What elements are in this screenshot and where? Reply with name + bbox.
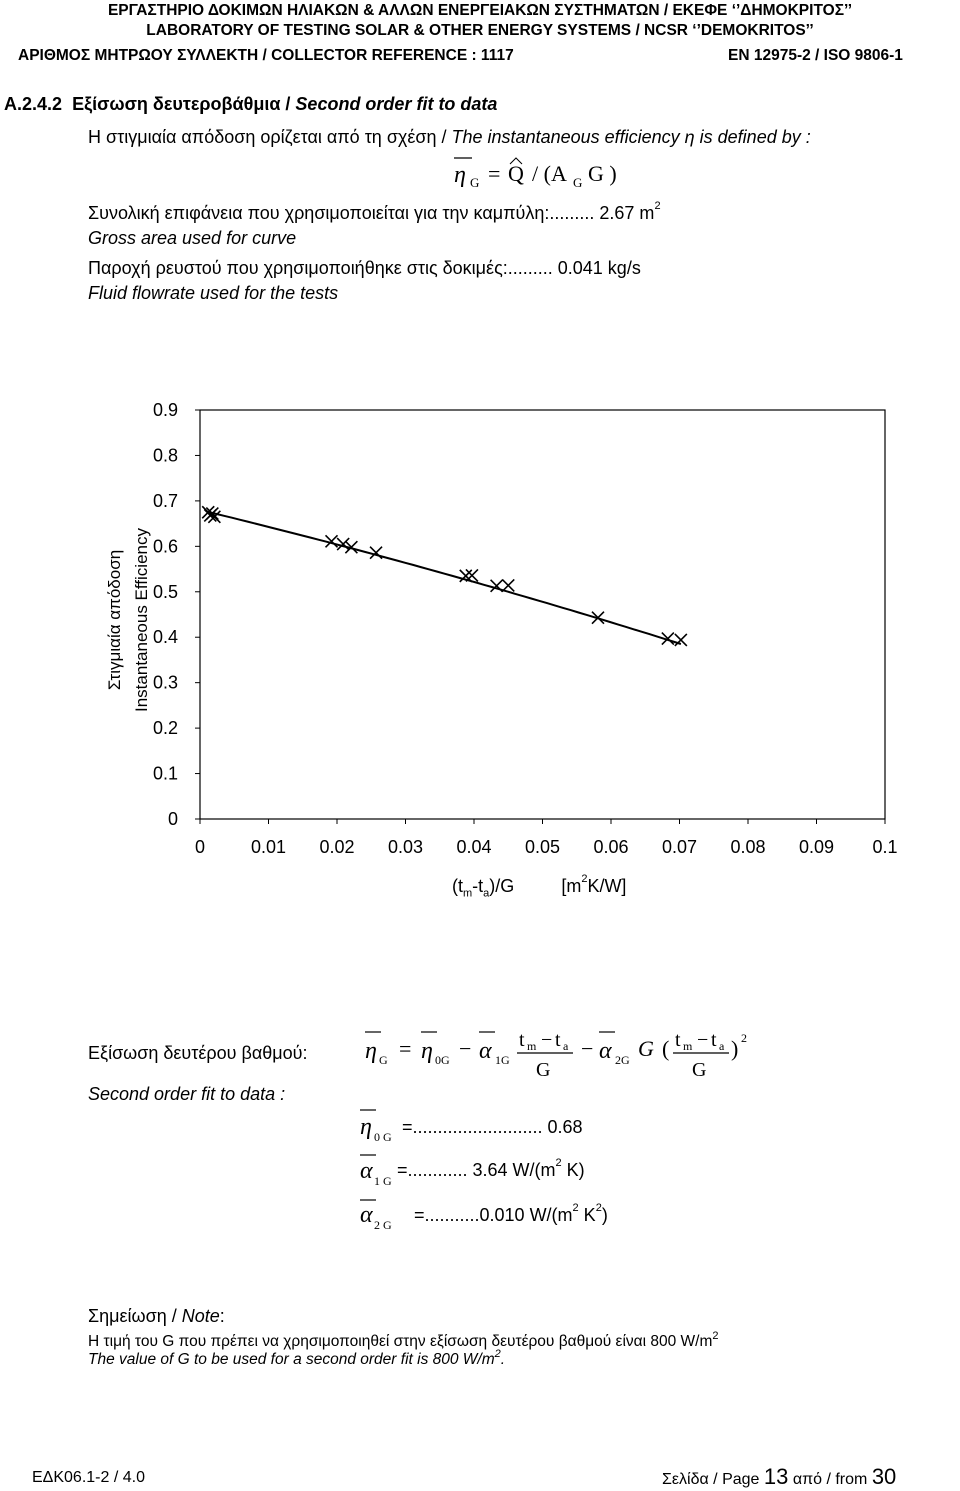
svg-text:−: −: [581, 1036, 594, 1061]
note-text-greek-line: [88, 1330, 719, 1351]
plot-frame: [200, 410, 885, 819]
svg-text:a: a: [719, 1039, 725, 1053]
x-tick-label: 0.01: [250, 837, 287, 857]
svg-text:G: G: [379, 1053, 388, 1067]
y-tick-label: 0.2: [152, 718, 178, 739]
svg-text:η: η: [360, 1114, 372, 1140]
definition-line: [88, 127, 811, 148]
x-tick-label: 0.03: [387, 837, 424, 857]
definition-text-english: The instantaneous efficiency η is defined by :: [451, 127, 811, 147]
x-label-unit-end: K/W]: [587, 876, 627, 896]
svg-text:2G: 2G: [615, 1053, 630, 1067]
svg-text:/ (A: / (A: [532, 161, 567, 186]
page-prefix: Σελίδα / Page: [662, 1471, 760, 1488]
definition-text-greek: Η στιγμιαία απόδοση ορίζεται από τη σχέση /: [88, 127, 452, 147]
header-line-2: LABORATORY OF TESTING SOLAR & OTHER ENERGY SYSTEMS / NCSR ‘’DEMOKRITOS’’: [146, 22, 814, 39]
efficiency-formula: [440, 150, 640, 194]
x-tick-label: 0.05: [524, 837, 561, 857]
x-tick-label: 0.04: [456, 837, 492, 857]
page-mid: από / from: [792, 1471, 868, 1488]
note-label-english: Note: [181, 1306, 220, 1326]
svg-text:G: G: [573, 175, 583, 190]
section-heading: [4, 94, 497, 115]
y-tick-label: 0.9: [152, 400, 178, 420]
y-tick-label: 0.4: [152, 627, 178, 648]
y-tick-label: 0.1: [152, 763, 178, 784]
flowrate-line: [88, 258, 641, 279]
svg-text:t: t: [675, 1029, 681, 1051]
data-point: [491, 580, 503, 592]
x-axis-label: [452, 873, 627, 900]
efficiency-chart: [150, 395, 900, 865]
y-tick-label: 0.7: [152, 490, 178, 511]
svg-text:1 G: 1 G: [374, 1174, 392, 1188]
y-axis-label-greek: Στιγμιαία απόδοση: [105, 549, 124, 691]
equation-label-english: Second order fit to data :: [88, 1084, 286, 1104]
fit-curve: [208, 512, 681, 644]
page-number: 13: [763, 1464, 789, 1489]
page-indicator: [662, 1464, 896, 1490]
flowrate-value: ...... 0.041 kg/s: [522, 258, 641, 278]
svg-text:α: α: [360, 1202, 373, 1228]
collector-reference: ΑΡΙΘΜΟΣ ΜΗΤΡΩΟΥ ΣΥΛΛΕΚΤΗ / COLLECTOR REFERENCE : 1117: [18, 47, 514, 64]
svg-text:m: m: [683, 1039, 693, 1053]
svg-text:η: η: [365, 1038, 377, 1064]
svg-text:α: α: [479, 1038, 492, 1064]
a1-unit-end: K): [561, 1160, 585, 1180]
svg-text:G ): G ): [588, 161, 617, 186]
a2-end: ): [601, 1205, 608, 1225]
svg-text:α: α: [599, 1038, 612, 1064]
y-tick-label: 0.5: [152, 581, 178, 602]
data-point: [675, 634, 687, 646]
svg-text:a: a: [563, 1039, 569, 1053]
x-label-part: -t: [472, 876, 484, 896]
x-tick-label: 0: [194, 837, 206, 857]
a1-value-line: [397, 1157, 585, 1181]
gross-area-label-greek: Συνολική επιφάνεια που χρησιμοποιείται για την καμπύλη:...: [88, 203, 565, 223]
svg-text:−: −: [697, 1029, 709, 1051]
y-tick-label: 0.8: [152, 445, 178, 466]
svg-text:η: η: [421, 1038, 433, 1064]
x-tick-label: 0.06: [593, 837, 629, 857]
y-tick-label: 0: [167, 809, 178, 829]
gross-area-label-english: Gross area used for curve: [88, 228, 297, 248]
a2-exp-2: 2: [595, 1202, 602, 1214]
note-text-english-exp: 2: [494, 1348, 501, 1360]
x-label-sub-m: m: [463, 887, 473, 900]
section-number: A.2.4.2: [4, 94, 63, 114]
x-tick-label: 0.08: [730, 837, 766, 857]
flowrate-label-english: Fluid flowrate used for the tests: [88, 283, 339, 303]
x-tick-label: 0.1: [872, 837, 898, 857]
svg-text:G: G: [536, 1059, 551, 1081]
svg-text:=: =: [488, 161, 501, 186]
x-tick-label: 0.02: [319, 837, 355, 857]
svg-text:−: −: [459, 1036, 472, 1061]
svg-text:m: m: [527, 1039, 537, 1053]
note-text-english-end: .: [500, 1351, 506, 1368]
x-label-unit: [m: [561, 876, 582, 896]
svg-text:t: t: [555, 1029, 561, 1051]
flowrate-label-greek: Παροχή ρευστού που χρησιμοποιήθηκε στις δοκιμές:...: [88, 258, 523, 278]
second-order-equation: [355, 1018, 775, 1082]
svg-text:t: t: [711, 1029, 717, 1051]
a1-value: =............ 3.64 W/(m: [397, 1160, 556, 1180]
page-total: 30: [871, 1464, 897, 1489]
data-point: [502, 579, 514, 591]
note-text-greek: Η τιμή του G που πρέπει να χρησιμοποιηθεί στην εξίσωση δευτέρου βαθμού είναι 800 W/m: [88, 1333, 713, 1350]
note-colon: :: [219, 1306, 225, 1326]
svg-text:(: (: [662, 1036, 670, 1061]
gross-area-line: [88, 200, 661, 224]
header-line-1: ΕΡΓΑΣΤΗΡΙΟ ΔΟΚΙΜΩΝ ΗΛΙΑΚΩΝ & ΑΛΛΩΝ ΕΝΕΡΓΕΙΑΚΩΝ ΣΥΣΤΗΜΑΤΩΝ / ΕΚΕΦΕ ‘’ΔΗΜΟΚΡΙΤΟΣ’’: [107, 2, 853, 19]
svg-text:G: G: [692, 1059, 707, 1081]
svg-text:0 G: 0 G: [374, 1130, 392, 1144]
svg-text:α: α: [360, 1158, 373, 1184]
y-tick-label: 0.6: [152, 536, 178, 557]
svg-text:2: 2: [741, 1031, 747, 1045]
note-label-greek: Σημείωση /: [88, 1306, 182, 1326]
a2-mid: K: [578, 1205, 596, 1225]
svg-text:=: =: [399, 1036, 412, 1061]
note-text-greek-exp: 2: [712, 1330, 719, 1342]
x-tick-label: 0.07: [661, 837, 698, 857]
a2-value: =...........0.010 W/(m: [414, 1205, 573, 1225]
note-text-english-line: [88, 1348, 506, 1369]
gross-area-exponent: 2: [654, 200, 661, 212]
y-tick-label: 0.3: [152, 672, 178, 693]
a2-exp-1: 2: [572, 1202, 579, 1214]
standard-reference: EN 12975-2 / ISO 9806-1: [728, 47, 903, 64]
x-label-part: )/G: [489, 876, 515, 896]
note-heading: [88, 1306, 225, 1327]
plot-layer: [153, 400, 898, 857]
svg-text:t: t: [519, 1029, 525, 1051]
a2-value-line: [414, 1202, 608, 1226]
svg-text:2 G: 2 G: [374, 1218, 392, 1232]
svg-text:0G: 0G: [435, 1053, 450, 1067]
equation-label-greek: Εξίσωση δευτέρου βαθμού:: [88, 1043, 308, 1063]
svg-text:η: η: [454, 162, 466, 188]
svg-text:G: G: [638, 1036, 654, 1061]
eta0-value: =.......................... 0.68: [402, 1117, 583, 1137]
x-label-unit-exp: 2: [581, 873, 588, 885]
svg-text:−: −: [541, 1029, 553, 1051]
svg-text:): ): [731, 1036, 739, 1061]
x-label-sub-a: a: [483, 887, 490, 900]
document-code: ΕΔΚ06.1-2 / 4.0: [32, 1469, 145, 1486]
svg-text:Q: Q: [508, 161, 524, 186]
note-text-english: The value of G to be used for a second order fit is 800 W/m: [88, 1351, 495, 1368]
x-label-part: (t: [452, 876, 463, 896]
data-point: [466, 569, 478, 581]
svg-text:1G: 1G: [495, 1053, 510, 1067]
section-title-greek: Εξίσωση δευτεροβάθμια /: [72, 94, 296, 114]
svg-text:G: G: [470, 175, 480, 190]
section-title-english: Second order fit to data: [295, 94, 498, 114]
x-tick-label: 0.09: [798, 837, 835, 857]
a1-exp: 2: [555, 1157, 562, 1169]
gross-area-value: ...... 2.67 m: [564, 203, 655, 223]
y-axis-label-english: Instantaneous Efficiency: [132, 528, 151, 712]
